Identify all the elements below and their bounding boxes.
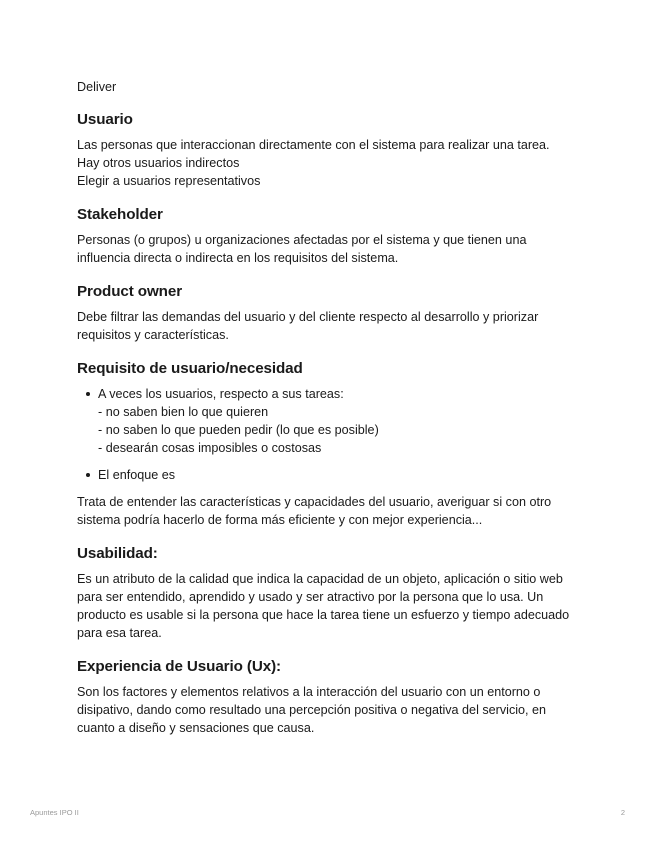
usuario-line: Las personas que interaccionan directamente con el sistema para realizar una tarea. xyxy=(77,138,550,152)
ux-line: disipativo, dando como resultado una percepción positiva o negativa del servicio, en xyxy=(77,703,547,717)
stakeholder-line: influencia directa o indirecta en los requisitos del sistema. xyxy=(77,251,399,265)
stakeholder-line: Personas (o grupos) u organizaciones afectadas por el sistema y que tienen una xyxy=(77,233,527,247)
section-usuario xyxy=(77,110,577,190)
usuario-line: Hay otros usuarios indirectos xyxy=(77,156,240,170)
usuario-line: Elegir a usuarios representativos xyxy=(77,174,261,188)
ux-line: Son los factores y elementos relativos a la interacción del usuario con un entorno o xyxy=(77,685,541,699)
usabilidad-line: para esa tarea. xyxy=(77,626,162,640)
section-stakeholder xyxy=(77,205,577,267)
product-owner-line: requisitos y características. xyxy=(77,328,229,342)
intro-text: Deliver xyxy=(77,80,117,94)
heading-stakeholder: Stakeholder xyxy=(77,206,163,223)
document-page xyxy=(77,78,577,752)
product-owner-line: Debe filtrar las demandas del usuario y del cliente respecto al desarrollo y priorizar xyxy=(77,310,539,324)
bullet-line: - no saben bien lo que quieren xyxy=(98,405,269,419)
bullet-line: - desearán cosas imposibles o costosas xyxy=(98,441,322,455)
bullet-line: El enfoque es xyxy=(98,468,176,482)
bullet-line: - no saben lo que pueden pedir (lo que es posible) xyxy=(98,423,379,437)
heading-requisito: Requisito de usuario/necesidad xyxy=(77,360,303,377)
heading-usuario: Usuario xyxy=(77,111,133,128)
usabilidad-line: Es un atributo de la calidad que indica la capacidad de un objeto, aplicación o sitio web xyxy=(77,572,563,586)
heading-ux: Experiencia de Usuario (Ux): xyxy=(77,658,281,675)
bullet-line: A veces los usuarios, respecto a sus tareas: xyxy=(98,387,344,401)
footer-document-title: Apuntes IPO II xyxy=(30,808,79,817)
section-usabilidad xyxy=(77,544,577,642)
usabilidad-line: para ser entendido, aprendido y usado y ser atractivo por la persona que lo usa. Un xyxy=(77,590,544,604)
usabilidad-line: producto es usable si la persona que hace la tarea tiene un esfuerzo y tiempo adecuado xyxy=(77,608,570,622)
requisito-line: sistema podría hacerlo de forma más eficiente y con mejor experiencia... xyxy=(77,513,483,527)
section-ux xyxy=(77,657,577,737)
section-product-owner xyxy=(77,282,577,344)
list-item xyxy=(98,385,577,457)
ux-line: cuanto a diseño y sensaciones que causa. xyxy=(77,721,315,735)
list-item xyxy=(98,466,577,484)
heading-usabilidad: Usabilidad: xyxy=(77,545,158,562)
requisito-line: Trata de entender las características y capacidades del usuario, averiguar si con otro xyxy=(77,495,552,509)
heading-product-owner: Product owner xyxy=(77,283,183,300)
section-requisito xyxy=(77,359,577,529)
footer-page-number: 2 xyxy=(620,808,625,817)
requisito-bullet-list xyxy=(77,385,577,484)
